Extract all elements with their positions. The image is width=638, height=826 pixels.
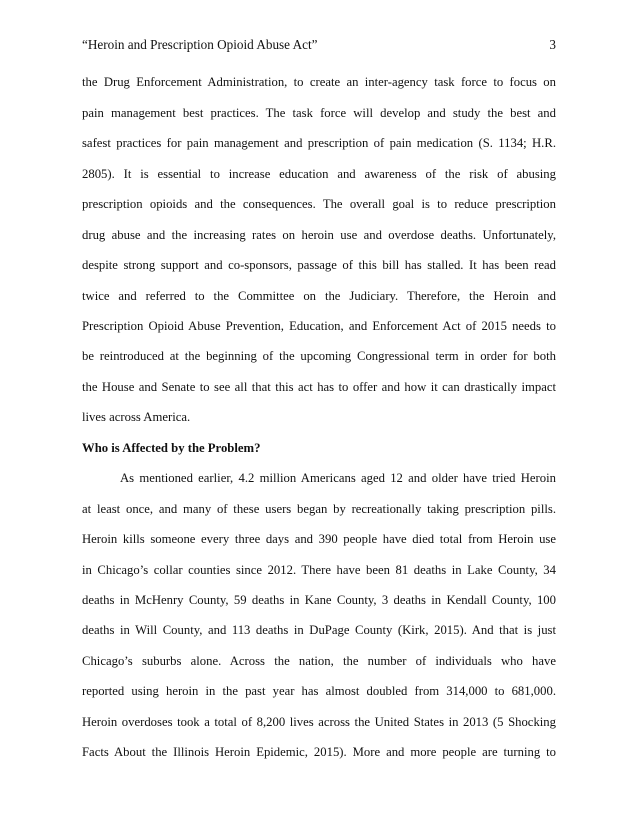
paragraph-1-line: pain management best practices. The task force will develop and study the best and: [82, 106, 556, 120]
paragraph-2-line: As mentioned earlier, 4.2 million Americans aged 12 and older have tried Heroin: [120, 471, 556, 485]
paragraph-2-line: deaths in Will County, and 113 deaths in DuPage County (Kirk, 2015). And that is just: [82, 623, 556, 637]
paragraph-1-line: be reintroduced at the beginning of the upcoming Congressional term in order for both: [82, 349, 556, 363]
paragraph-1-line: despite strong support and co-sponsors, passage of this bill has stalled. It has been read: [82, 258, 556, 272]
running-header: [82, 36, 556, 54]
running-title: “Heroin and Prescription Opioid Abuse Act”: [82, 37, 318, 52]
paragraph-1-line: 2805). It is essential to increase education and awareness of the risk of abusing: [82, 167, 556, 181]
paragraph-1-line: the Drug Enforcement Administration, to create an inter-agency task force to focus on: [82, 75, 556, 89]
paragraph-1-line: lives across America.: [82, 410, 191, 424]
paragraph-1-line: Prescription Opioid Abuse Prevention, Education, and Enforcement Act of 2015 needs to: [82, 319, 556, 333]
paragraph-2-line: Heroin overdoses took a total of 8,200 lives across the United States in 2013 (5 Shocking: [82, 715, 556, 729]
paragraph-2-line: at least once, and many of these users began by recreationally taking prescription pills.: [82, 502, 556, 516]
paragraph-1-line: the House and Senate to see all that this act has to offer and how it can drastically impact: [82, 380, 556, 394]
page-number: 3: [549, 37, 556, 52]
paragraph-1-line: twice and referred to the Committee on the Judiciary. Therefore, the Heroin and: [82, 289, 556, 303]
paragraph-2-line: Facts About the Illinois Heroin Epidemic, 2015). More and more people are turning to: [82, 745, 556, 759]
paragraph-2-line: Heroin kills someone every three days and 390 people have died total from Heroin use: [82, 532, 556, 546]
paragraph-1-line: safest practices for pain management and prescription of pain medication (S. 1134; H.R.: [82, 136, 556, 150]
paragraph-2-line: reported using heroin in the past year has almost doubled from 314,000 to 681,000.: [82, 684, 556, 698]
paragraph-2-line: Chicago’s suburbs alone. Across the nation, the number of individuals who have: [82, 654, 556, 668]
paragraph-2-line: in Chicago’s collar counties since 2012. There have been 81 deaths in Lake County, 34: [82, 563, 556, 577]
paragraph-1-line: prescription opioids and the consequences. The overall goal is to reduce prescription: [82, 197, 556, 211]
paragraph-2-line: deaths in McHenry County, 59 deaths in Kane County, 3 deaths in Kendall County, 100: [82, 593, 556, 607]
section-heading: Who is Affected by the Problem?: [82, 441, 261, 455]
paragraph-1-line: drug abuse and the increasing rates on heroin use and overdose deaths. Unfortunately,: [82, 228, 556, 242]
